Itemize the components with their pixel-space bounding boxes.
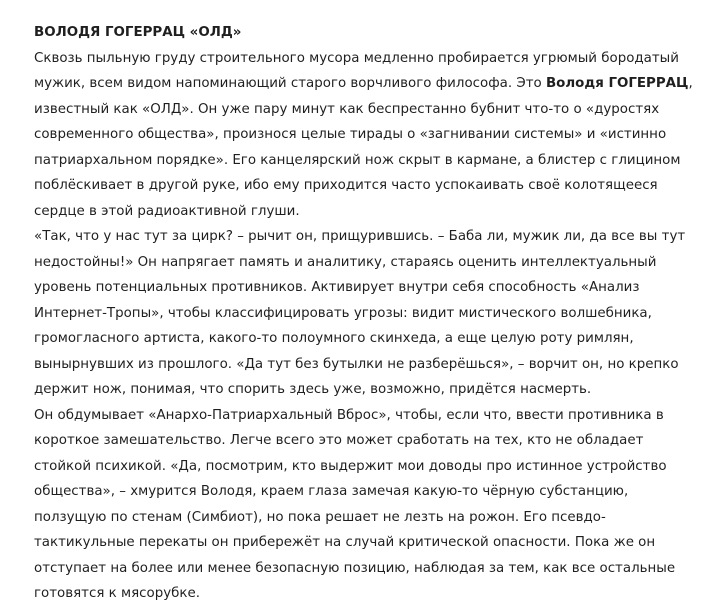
character-name-bold: Володя ГОГЕРРАЦ [545,76,689,91]
document-title: ВОЛОДЯ ГОГЕРРАЦ «ОЛД» [34,25,242,40]
paragraph-dialogue: «Так, что у нас тут за цирк? – рычит он, прищурившись. – Баба ли, мужик ли, да все вы тут недостойны!» Он напрягает память и аналитику, стараясь оценить интеллектуальный уровень потенциальных противников. Активирует внутри себя способность «Анализ Интернет-Тропы», чтобы классифицировать угрозы: видит мистического волшебника, громогласного артиста, какого-то полоумного скинхеда, а еще целую роту римлян, вынырнувших из прошлого. «Да тут без бутылки не разберёшься», – ворчит он, но крепко держит нож, понимая, что спорить здесь уже, возможно, придётся насмерть. [34,229,686,397]
paragraph-tactics: Он обдумывает «Анархо-Патриархальный Вброс», чтобы, если что, ввести противника в короткое замешательство. Легче всего это может сработать на тех, кто не обладает стойкой психикой. «Да, посмотрим, кто выдержит мои доводы про истинное устройство общества», – хмурится Володя, краем глаза замечая какую-то чёрную субстанцию, ползущую по стенам (Симбиот), но пока решает не лезть на рожон. Его псевдо-тактикульные перекаты он прибережёт на случай критической опасности. Пока же он отступает на более или менее безопасную позицию, наблюдая за тем, как все остальные готовятся к мясорубке. [34,407,676,601]
paragraph-intro-text-after: , известный как «ОЛД». Он уже пару минут как беспрестанно бубнит что-то о «дуростях современного общества», произнося целые тирады о «загнивании системы» и «истинно патриархальном порядке». Его канцелярский нож скрыт в кармане, а блистер с глицином поблёскивает в другой руке, ибо ему приходится часто успокаивать своё колотящееся сердце в этой радиоактивной глуши. [34,76,693,219]
paragraph-intro-text-before: Сквозь пыльную груду строительного мусора медленно пробирается угрюмый бородатый мужик, всем видом напоминающий старого ворчливого философа. Это [34,50,679,91]
paragraph-intro [34,46,695,225]
